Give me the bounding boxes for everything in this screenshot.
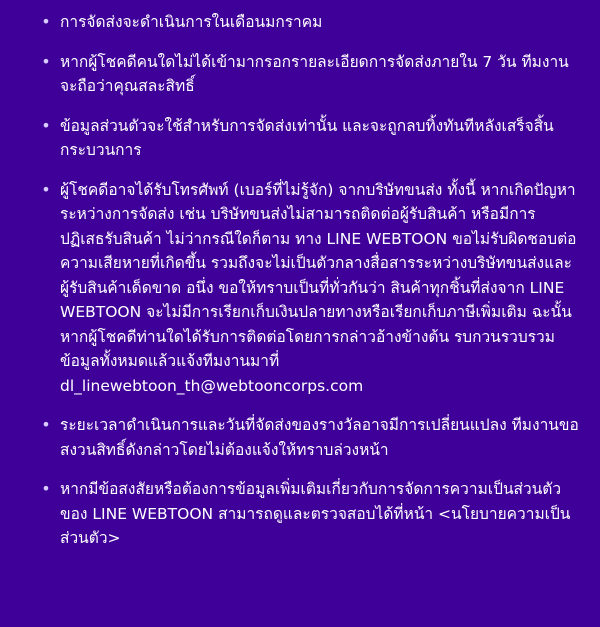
bullet-icon: • <box>41 479 51 498</box>
notice-item-delivery-month <box>40 10 580 35</box>
notice-item-shipping-contact <box>40 178 580 399</box>
notice-text: การจัดส่งจะดำเนินการในเดือนมกราคม <box>60 13 323 31</box>
notice-text: ผู้โชคดีอาจได้รับโทรศัพท์ (เบอร์ที่ไม่รู้จัก) จากบริษัทขนส่ง ทั้งนี้ หากเกิดปัญหาระหว่างการจัดส่ง เช่น บริษัทขนส่งไม่สามารถติดต่อผู้รับสินค้า หรือมีการปฏิเสธรับสินค้า ไม่ว่ากรณีใดก็ตาม ทาง LINE WEBTOON ขอไม่รับผิดชอบต่อความเสียหายที่เกิดขึ้น รวมถึงจะไม่เป็นตัวกลางสื่อสารระหว่างบริษัทขนส่งและผู้รับสินค้าเด็ดขาด อนึ่ง ขอให้ทราบเป็นที่ทั่วกันว่า สินค้าทุกชิ้นที่ส่งจาก LINE WEBTOON จะไม่มีการเรียกเก็บเงินปลายทางหรือเรียกเก็บภาษีเพิ่มเติม ฉะนั้น หากผู้โชคดีท่านใดได้รับการติดต่อโดยการกล่าวอ้างข้างต้น รบกวนรวบรวมข้อมูลทั้งหมดแล้วแจ้งทีมงานมาที่ dl_linewebtoon_th@webtooncorps.com <box>60 180 577 395</box>
notice-text: หากผู้โชคดีคนใดไม่ได้เข้ามากรอกรายละเอียดการจัดส่งภายใน 7 วัน ทีมงานจะถือว่าคุณสละสิทธิ์ <box>60 52 569 95</box>
notice-text: ข้อมูลส่วนตัวจะใช้สำหรับการจัดส่งเท่านั้น และจะถูกลบทิ้งทันทีหลังเสร็จสิ้นกระบวนการ <box>60 116 554 159</box>
notice-item-claim-deadline <box>40 50 580 99</box>
bullet-icon: • <box>41 115 51 135</box>
notice-item-schedule-change <box>40 413 580 462</box>
notice-item-privacy-policy <box>40 477 580 551</box>
bullet-icon: • <box>41 12 51 31</box>
notice-text: ระยะเวลาดำเนินการและวันที่จัดส่งของรางวัลอาจมีการเปลี่ยนแปลง ทีมงานขอสงวนสิทธิ์ดังกล่าวโดยไม่ต้องแจ้งให้ทราบล่วงหน้า <box>60 416 579 459</box>
notice-item-personal-data <box>40 114 580 163</box>
bullet-icon: • <box>41 51 51 71</box>
bullet-icon: • <box>41 179 51 199</box>
notice-text: หากมีข้อสงสัยหรือต้องการข้อมูลเพิ่มเติมเกี่ยวกับการจัดการความเป็นส่วนตัวของ LINE WEBTOON สามารถดูและตรวจสอบได้ที่หน้า <นโยบายความเป็นส่วนตัว> <box>60 480 571 547</box>
bullet-icon: • <box>41 415 51 434</box>
